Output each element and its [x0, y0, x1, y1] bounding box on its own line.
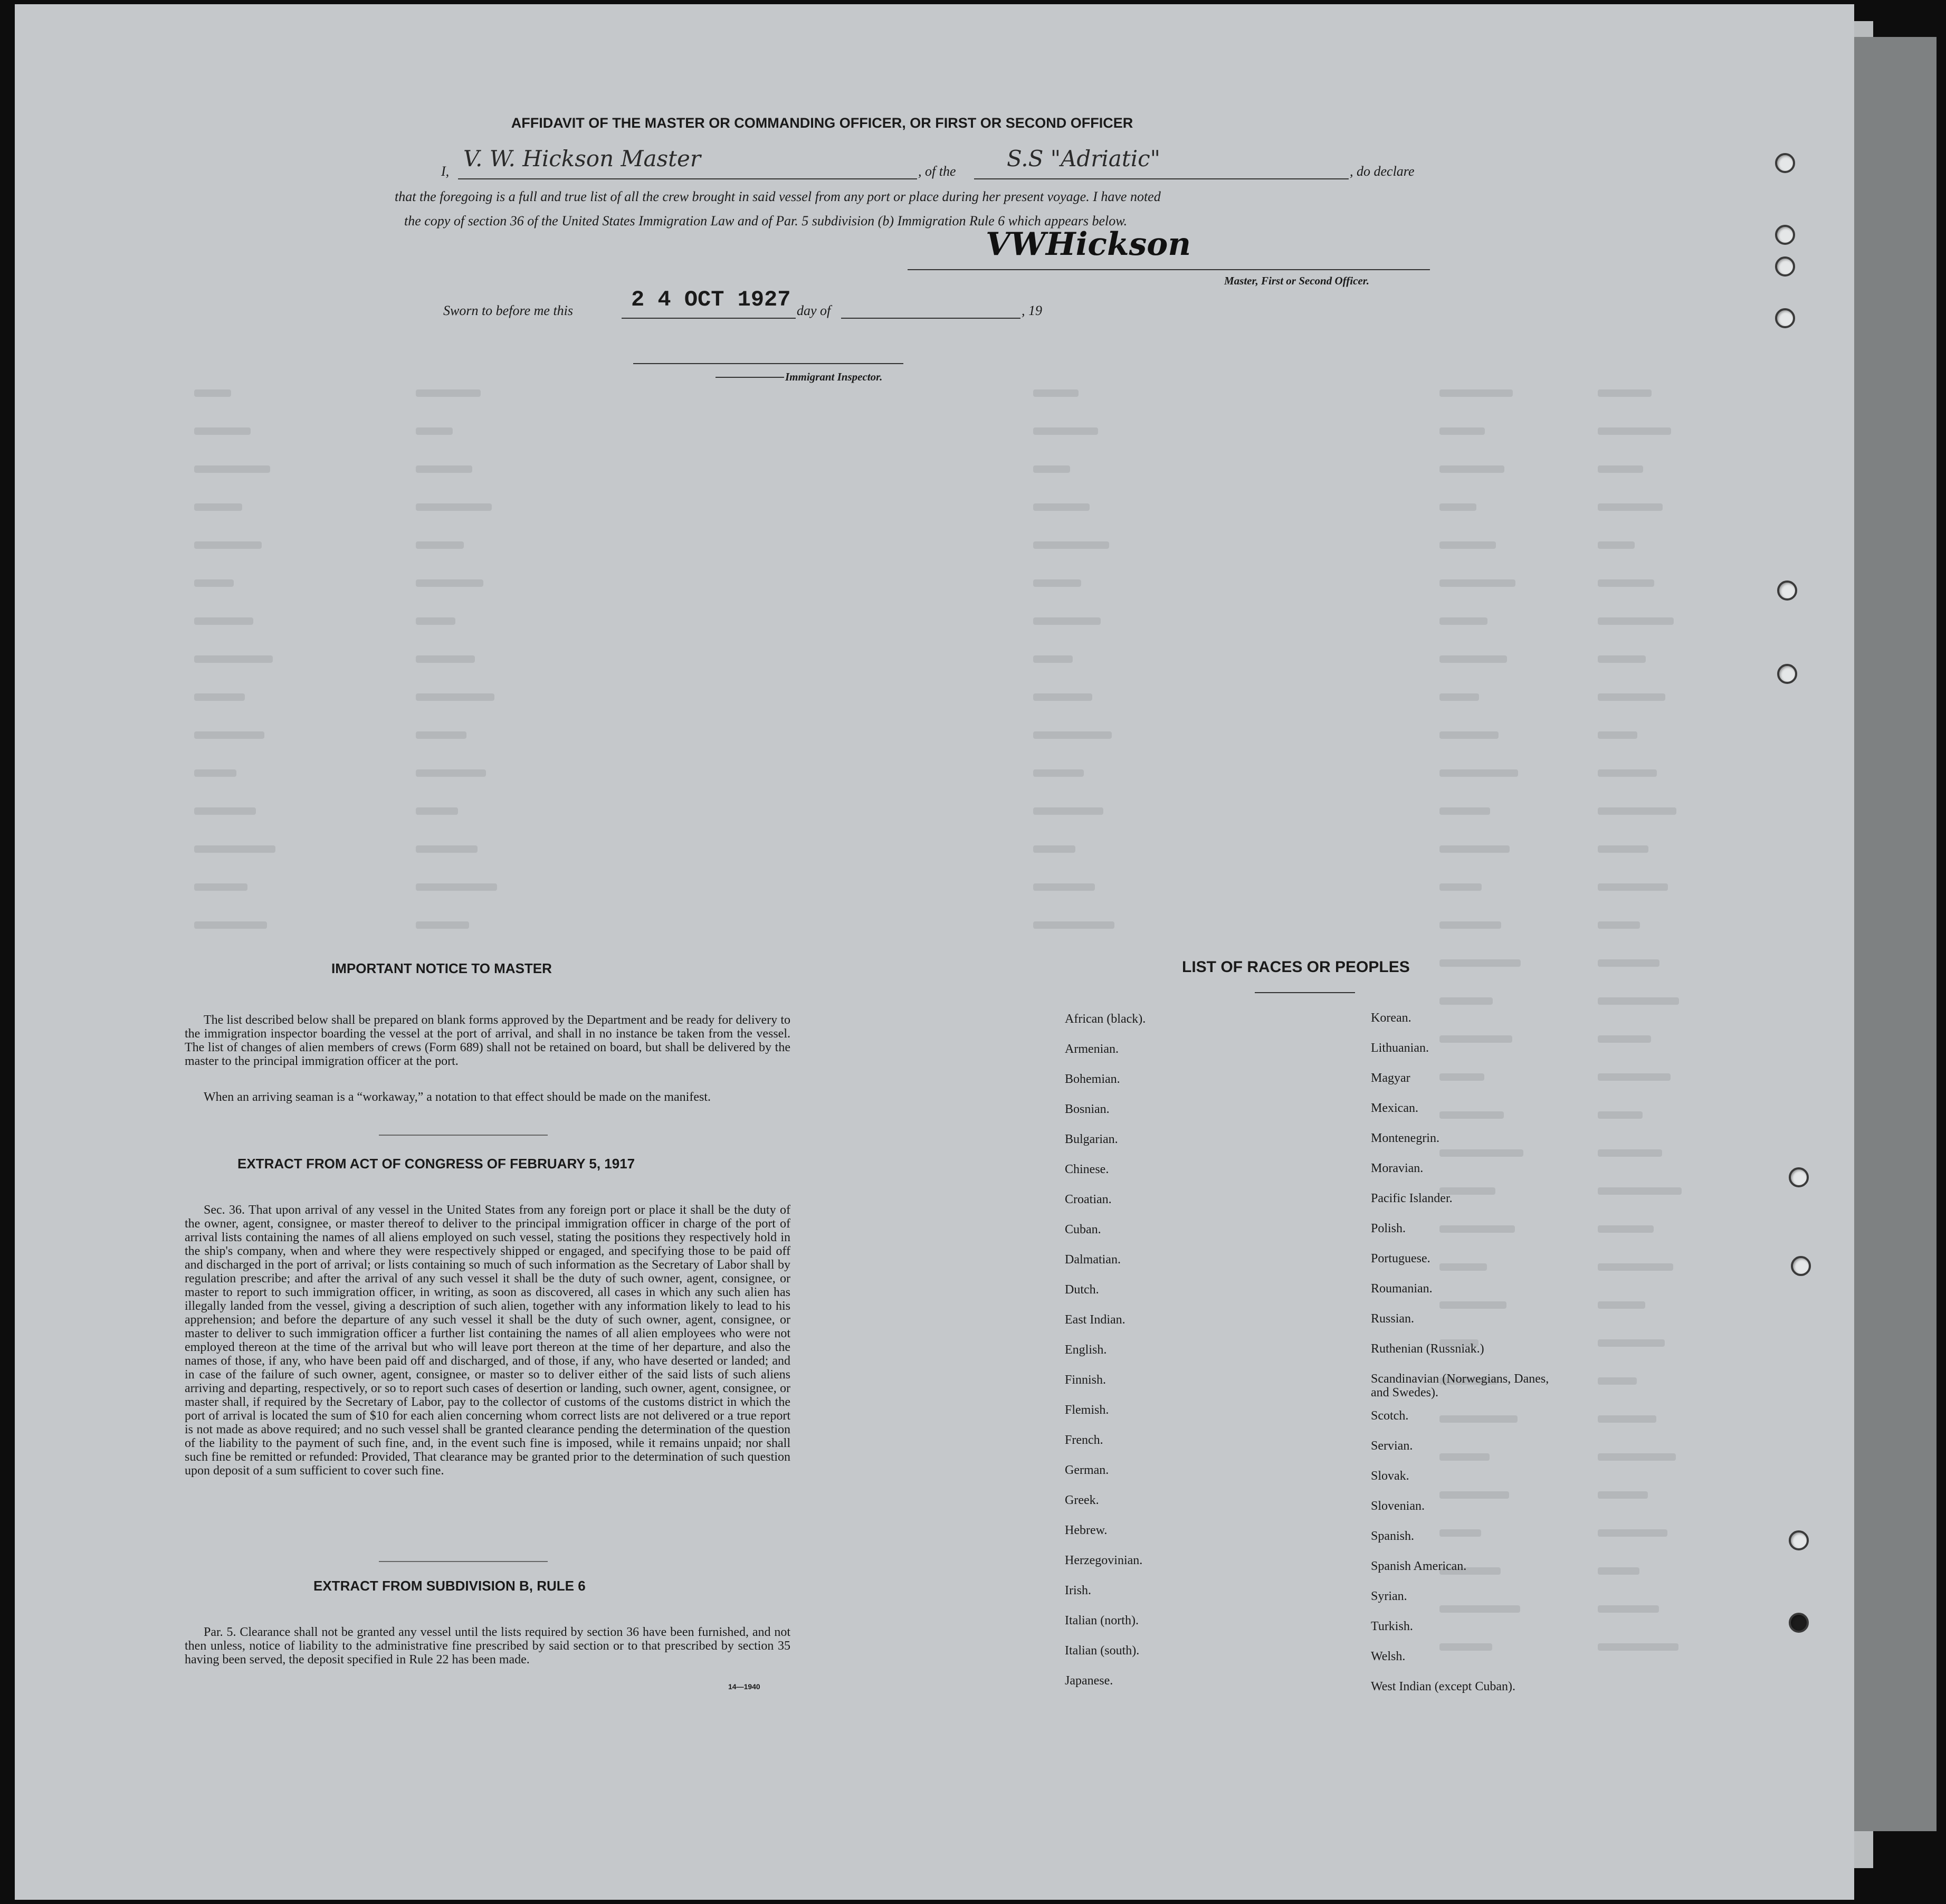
race-item: Ruthenian (Russniak.)	[1371, 1342, 1484, 1356]
race-item: African (black).	[1065, 1012, 1146, 1026]
bleed-through-smudge	[1598, 997, 1679, 1005]
notice-paragraph-1: The list described below shall be prepared on blank forms approved by the Department and be ready for delivery to the immigration inspector boarding the vessel at the port of arrival, and shall in no instance be taken from the vessel. The list of changes of alien members of crews (Form 689) shall not be retained on board, but shall be delivered by the master to the principal immigration officer at the port.	[185, 1013, 790, 1068]
bleed-through-smudge	[416, 921, 469, 929]
bleed-through-smudge	[1598, 807, 1676, 815]
bleed-through-smudge	[416, 807, 458, 815]
date-stamp: 2 4 OCT 1927	[631, 287, 791, 312]
bleed-through-smudge	[1598, 655, 1646, 663]
race-item: Magyar	[1371, 1071, 1410, 1085]
affidavit-title: AFFIDAVIT OF THE MASTER OR COMMANDING OFFICER, OR FIRST OR SECOND OFFICER	[511, 115, 1133, 131]
bleed-through-smudge	[194, 465, 270, 473]
manifest-page	[15, 4, 1854, 1900]
bleed-through-smudge	[1598, 1453, 1676, 1461]
master-signature: VWHickson	[986, 226, 1191, 263]
bleed-through-smudge	[1439, 389, 1513, 397]
bleed-through-smudge	[1033, 693, 1092, 701]
bleed-through-smudge	[194, 883, 247, 891]
bleed-through-smudge	[194, 845, 275, 853]
affidavit-of-the: , of the	[918, 164, 956, 179]
bleed-through-smudge	[1439, 731, 1499, 739]
race-item: Chinese.	[1065, 1163, 1109, 1176]
bleed-through-smudge	[1033, 731, 1112, 739]
race-item: Moravian.	[1371, 1162, 1424, 1175]
bleed-through-smudge	[1598, 845, 1648, 853]
bleed-through-smudge	[1598, 617, 1674, 625]
bleed-through-smudge	[416, 731, 466, 739]
bleed-through-smudge	[1598, 541, 1635, 549]
bleed-through-smudge	[194, 617, 253, 625]
day-of-label: day of	[797, 303, 831, 318]
race-item: Bohemian.	[1065, 1072, 1120, 1086]
bleed-through-smudge	[1598, 959, 1659, 967]
signature-line	[908, 269, 1430, 270]
bleed-through-smudge	[1598, 1187, 1682, 1195]
bleed-through-smudge	[1598, 1605, 1659, 1613]
bleed-through-smudge	[1598, 503, 1663, 511]
bleed-through-smudge	[1598, 1567, 1639, 1575]
bleed-through-smudge	[1598, 1643, 1678, 1651]
affidavit-do-declare: , do declare	[1350, 164, 1415, 179]
race-item: Montenegrin.	[1371, 1131, 1439, 1145]
race-item: Italian (south).	[1065, 1644, 1140, 1658]
bleed-through-smudge	[194, 541, 262, 549]
punch-hole	[1789, 1613, 1809, 1633]
bleed-through-smudge	[1598, 579, 1654, 587]
bleed-through-smudge	[1033, 617, 1101, 625]
bleed-through-smudge	[1598, 389, 1652, 397]
races-title: LIST OF RACES OR PEOPLES	[1182, 958, 1410, 976]
race-item: Scandinavian (Norwegians, Danes, and Swedes).	[1371, 1372, 1549, 1400]
extract-rule-text: Par. 5. Clearance shall not be granted any vessel until the lists required by section 36 have been furnished, and not then unless, notice of liability to the administrative fine prescribed by said section or to that prescribed by section 35 having been served, the deposit specified in Rule 22 has been made.	[185, 1625, 790, 1667]
bleed-through-smudge	[1439, 541, 1496, 549]
race-item: Syrian.	[1371, 1589, 1407, 1603]
bleed-through-smudge	[1439, 997, 1493, 1005]
notice-title: IMPORTANT NOTICE TO MASTER	[331, 960, 552, 976]
punch-hole	[1789, 1530, 1809, 1550]
race-item: Japanese.	[1065, 1674, 1113, 1688]
race-item: Armenian.	[1065, 1042, 1119, 1056]
bleed-through-smudge	[416, 541, 464, 549]
bleed-through-smudge	[1598, 731, 1637, 739]
bleed-through-smudge	[1598, 427, 1671, 435]
bleed-through-smudge	[1598, 693, 1665, 701]
bleed-through-smudge	[1598, 883, 1668, 891]
race-item: Welsh.	[1371, 1650, 1406, 1663]
race-item: West Indian (except Cuban).	[1371, 1680, 1515, 1693]
bleed-through-smudge	[1439, 883, 1482, 891]
bleed-through-smudge	[1439, 921, 1501, 929]
inspector-short-line	[716, 377, 784, 378]
form-number: 14—1940	[728, 1682, 760, 1691]
punch-hole	[1775, 153, 1795, 173]
bleed-through-smudge	[1598, 1073, 1671, 1081]
race-item: Spanish.	[1371, 1529, 1415, 1543]
bleed-through-smudge	[1439, 503, 1476, 511]
extract-act-text: Sec. 36. That upon arrival of any vessel in the United States from any foreign port or place it shall be the duty of the owner, agent, consignee, or master thereof to deliver to the principal immigration officer in charge of the port of arrival lists containing the names of all aliens employed on such vessel, stating the positions they respectively hold in the ship's company, when and where they were respectively shipped or engaged, and specifying those to be paid off and discharged in the port of arrival; or lists containing so much of such information as the Secretary of Labor shall by regulation prescribe; and after the arrival of any such vessel it shall be the duty of such owner, agent, consignee, or master to report to such immigration officer, in writing, as soon as discovered, all cases in which any such alien has illegally landed from the vessel, giving a description of such alien, together with any information likely to lead to his apprehension; and before the departure of any such vessel it shall be the duty of such owner, agent, consignee, or master to deliver to such immigration officer a further list containing the names of all alien employees who were not employed thereon at the time of the arrival but who will leave port thereon at the time of her departure, and also the names of those, if any, who have been paid off and discharged, and of those, if any, who have deserted or landed; and in case of the failure of such owner, agent, consignee, or master so to deliver either of the said lists of such aliens arriving and departing, respectively, or so to report such cases of desertion or landing, such owner, agent, consignee, or master shall, if required by the Secretary of Labor, pay to the collector of customs of the customs district in which the port of arrival is located the sum of $10 for each alien concerning whom correct lists are not delivered or a true report is not made as above required; and no such vessel shall be granted clearance pending the determination of the question of the liability to the payment of such fine, and, in the event such fine is imposed, while it remains unpaid; nor shall such fine be remitted or refunded: Provided, That clearance may be granted prior to the determination of such question upon deposit of a sum sufficient to cover such fine.	[185, 1203, 790, 1478]
bleed-through-smudge	[1439, 427, 1485, 435]
punch-hole	[1777, 580, 1797, 601]
race-item: Herzegovinian.	[1065, 1554, 1143, 1567]
extract-rule-title: EXTRACT FROM SUBDIVISION B, RULE 6	[313, 1578, 586, 1594]
sworn-prefix: Sworn to before me this	[443, 303, 574, 318]
bleed-through-smudge	[194, 769, 236, 777]
bleed-through-smudge	[1439, 579, 1515, 587]
bleed-through-smudge	[1598, 921, 1640, 929]
vessel-fill-line	[974, 178, 1349, 179]
bleed-through-smudge	[1033, 883, 1095, 891]
divider	[379, 1561, 548, 1562]
bleed-through-smudge	[1439, 465, 1504, 473]
race-item: Pacific Islander.	[1371, 1192, 1453, 1205]
race-item: Polish.	[1371, 1222, 1406, 1235]
bleed-through-smudge	[1598, 769, 1657, 777]
punch-hole	[1775, 308, 1795, 328]
bleed-through-smudge	[1598, 1339, 1665, 1347]
bleed-through-smudge	[1439, 807, 1490, 815]
bleed-through-smudge	[1033, 655, 1073, 663]
handwritten-master-name: V. W. Hickson Master	[463, 146, 701, 172]
name-fill-line	[458, 178, 917, 179]
inspector-signature-line	[633, 363, 903, 364]
race-item: East Indian.	[1065, 1313, 1125, 1327]
race-item: Spanish American.	[1371, 1559, 1467, 1573]
punch-hole	[1791, 1256, 1811, 1276]
bleed-through-smudge	[416, 389, 481, 397]
bleed-through-smudge	[416, 579, 483, 587]
punch-hole	[1777, 664, 1797, 684]
bleed-through-smudge	[194, 389, 231, 397]
race-item: Bulgarian.	[1065, 1132, 1118, 1146]
bleed-through-smudge	[194, 579, 234, 587]
bleed-through-smudge	[1439, 655, 1507, 663]
bleed-through-smudge	[1598, 1263, 1673, 1271]
punch-hole	[1775, 225, 1795, 245]
bleed-through-smudge	[1598, 1149, 1662, 1157]
affidavit-i-prefix: I,	[441, 164, 450, 179]
bleed-through-smudge	[1033, 807, 1103, 815]
bleed-through-smudge	[194, 693, 245, 701]
bleed-through-smudge	[194, 655, 273, 663]
signature-caption: Master, First or Second Officer.	[1224, 274, 1369, 287]
bleed-through-smudge	[1598, 465, 1643, 473]
races-title-underline	[1255, 992, 1355, 993]
race-item: Cuban.	[1065, 1223, 1101, 1236]
bleed-through-smudge	[1598, 1415, 1656, 1423]
bleed-through-smudge	[1598, 1111, 1643, 1119]
notice-paragraph-2: When an arriving seaman is a “workaway,” a notation to that effect should be made on the manifest.	[204, 1090, 711, 1104]
bleed-through-smudge	[416, 465, 472, 473]
bleed-through-smudge	[416, 693, 494, 701]
race-item: Scotch.	[1371, 1409, 1409, 1423]
bleed-through-smudge	[1033, 503, 1090, 511]
bleed-through-smudge	[1439, 693, 1479, 701]
races-list-left	[1065, 1012, 1146, 1704]
race-item: French.	[1065, 1433, 1103, 1447]
race-item: Croatian.	[1065, 1193, 1112, 1206]
divider	[379, 1135, 548, 1136]
race-item: Italian (north).	[1065, 1614, 1139, 1627]
bleed-through-smudge	[1598, 1377, 1637, 1385]
bleed-through-smudge	[194, 731, 264, 739]
race-item: Turkish.	[1371, 1620, 1413, 1633]
bleed-through-smudge	[1033, 389, 1079, 397]
affidavit-line-2: that the foregoing is a full and true list of all the crew brought in said vessel from any port or place during her present voyage. I have noted	[395, 189, 1161, 204]
race-item: Hebrew.	[1065, 1524, 1108, 1537]
bleed-through-smudge	[1439, 769, 1518, 777]
bleed-through-smudge	[416, 769, 486, 777]
bleed-through-smudge	[1033, 465, 1070, 473]
race-item: German.	[1065, 1463, 1109, 1477]
races-list-right	[1371, 1011, 1561, 1710]
bleed-through-smudge	[194, 503, 242, 511]
race-item: Russian.	[1371, 1312, 1415, 1326]
bleed-through-smudge	[1033, 579, 1081, 587]
handwritten-vessel-name: S.S "Adriatic"	[1007, 146, 1160, 172]
bleed-through-smudge	[1033, 541, 1109, 549]
bleed-through-smudge	[1033, 769, 1084, 777]
bleed-through-smudge	[1033, 845, 1075, 853]
month-fill-line	[841, 318, 1020, 319]
race-item: Bosnian.	[1065, 1102, 1110, 1116]
race-item: Dalmatian.	[1065, 1253, 1121, 1267]
bleed-through-smudge	[416, 503, 492, 511]
race-item: Finnish.	[1065, 1373, 1106, 1387]
race-item: Roumanian.	[1371, 1282, 1433, 1296]
bleed-through-smudge	[194, 807, 256, 815]
year-label: , 19	[1022, 303, 1042, 318]
bleed-through-smudge	[416, 617, 455, 625]
bleed-through-smudge	[1033, 427, 1098, 435]
bleed-through-smudge	[1598, 1491, 1648, 1499]
bleed-through-smudge	[1439, 617, 1487, 625]
bleed-through-smudge	[416, 883, 497, 891]
race-item: Servian.	[1371, 1439, 1413, 1453]
bleed-through-smudge	[1439, 959, 1521, 967]
race-item: Mexican.	[1371, 1101, 1418, 1115]
race-item: Greek.	[1065, 1493, 1099, 1507]
race-item: English.	[1065, 1343, 1107, 1357]
race-item: Portuguese.	[1371, 1252, 1430, 1265]
race-item: Slovak.	[1371, 1469, 1409, 1483]
bleed-through-smudge	[1033, 921, 1114, 929]
sworn-day-line	[622, 318, 796, 319]
bleed-through-smudge	[1598, 1529, 1667, 1537]
race-item: Slovenian.	[1371, 1499, 1425, 1513]
bleed-through-smudge	[416, 655, 475, 663]
bleed-through-smudge	[416, 427, 453, 435]
punch-hole	[1775, 256, 1795, 277]
bleed-through-smudge	[1598, 1035, 1651, 1043]
race-item: Flemish.	[1065, 1403, 1109, 1417]
race-item: Irish.	[1065, 1584, 1091, 1597]
race-item: Dutch.	[1065, 1283, 1099, 1297]
bleed-through-smudge	[1598, 1301, 1645, 1309]
bleed-through-smudge	[1439, 845, 1510, 853]
bleed-through-smudge	[416, 845, 478, 853]
bleed-through-smudge	[194, 921, 267, 929]
punch-hole	[1789, 1167, 1809, 1187]
bleed-through-smudge	[1598, 1225, 1654, 1233]
inspector-caption: Immigrant Inspector.	[785, 370, 883, 383]
race-item: Korean.	[1371, 1011, 1411, 1025]
bleed-through-smudge	[194, 427, 251, 435]
race-item: Lithuanian.	[1371, 1041, 1429, 1055]
extract-act-title: EXTRACT FROM ACT OF CONGRESS OF FEBRUARY 5, 1917	[237, 1156, 635, 1172]
affidavit-line-3: the copy of section 36 of the United States Immigration Law and of Par. 5 subdivision (b) Immigration Rule 6 which appears below.	[404, 213, 1128, 229]
